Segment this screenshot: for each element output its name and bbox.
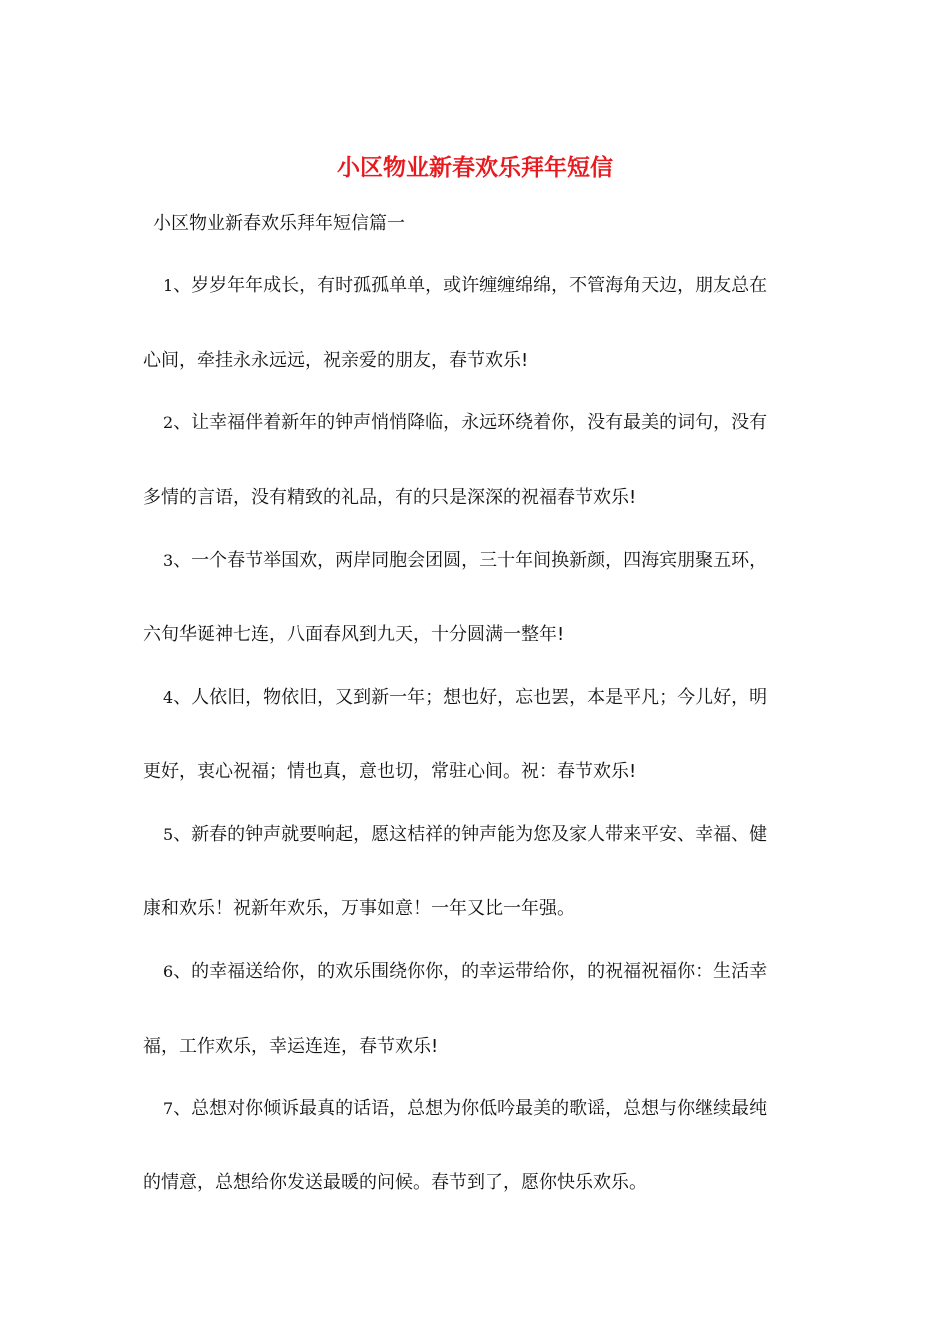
- item-6-text-1: 、的幸福送给你，的欢乐围绕你你，的幸运带给你，的祝福祝福你：生活幸: [173, 961, 768, 982]
- item-6-number: 6: [163, 962, 174, 981]
- section-heading: 小区物业新春欢乐拜年短信篇一: [153, 213, 405, 234]
- item-2-line-1: [163, 410, 767, 436]
- item-7-text-1: 、总想对你倾诉最真的话语，总想为你低吟最美的歌谣，总想与你继续最纯: [173, 1098, 768, 1119]
- item-7-line-1: [163, 1096, 767, 1122]
- item-3-line-2: 六旬华诞神七连，八面春风到九天，十分圆满一整年!: [143, 624, 565, 645]
- item-1-text-1: 、岁岁年年成长，有时孤孤单单，或许缠缠绵绵，不管海角天边，朋友总在: [173, 275, 768, 296]
- item-7-number: 7: [163, 1099, 174, 1118]
- item-4-line-2: 更好，衷心祝福；情也真，意也切，常驻心间。祝：春节欢乐!: [143, 761, 637, 782]
- item-6-line-1: [163, 959, 767, 985]
- item-4-line-1: [163, 685, 767, 711]
- item-5-text-1: 、新春的钟声就要响起，愿这桔祥的钟声能为您及家人带来平安、幸福、健: [173, 824, 768, 845]
- item-3-line-1: [163, 548, 767, 574]
- document-title: 小区物业新春欢乐拜年短信: [337, 154, 613, 181]
- item-5-number: 5: [163, 825, 174, 844]
- item-6-line-2: 福，工作欢乐，幸运连连，春节欢乐!: [143, 1036, 439, 1057]
- item-3-text-1: 、一个春节举国欢，两岸同胞会团圆，三十年间换新颜，四海宾朋聚五环，: [173, 550, 768, 571]
- item-1-line-2: 心间，牵挂永永远远，祝亲爱的朋友，春节欢乐!: [143, 350, 529, 371]
- item-5-line-1: [163, 822, 767, 848]
- item-7-line-2: 的情意，总想给你发送最暖的问候。春节到了，愿你快乐欢乐。: [143, 1172, 647, 1193]
- item-2-number: 2: [163, 413, 174, 432]
- item-4-text-1: 、人依旧，物依旧，又到新一年；想也好，忘也罢，本是平凡；今儿好，明: [173, 687, 768, 708]
- item-1-line-1: [163, 273, 767, 299]
- item-3-number: 3: [163, 551, 174, 570]
- item-5-line-2: 康和欢乐！祝新年欢乐，万事如意！一年又比一年强。: [143, 898, 575, 919]
- item-4-number: 4: [163, 688, 174, 707]
- item-1-number: 1: [163, 276, 174, 295]
- item-2-text-1: 、让幸福伴着新年的钟声悄悄降临，永远环绕着你，没有最美的词句，没有: [173, 412, 768, 433]
- item-2-line-2: 多情的言语，没有精致的礼品，有的只是深深的祝福春节欢乐!: [143, 487, 637, 508]
